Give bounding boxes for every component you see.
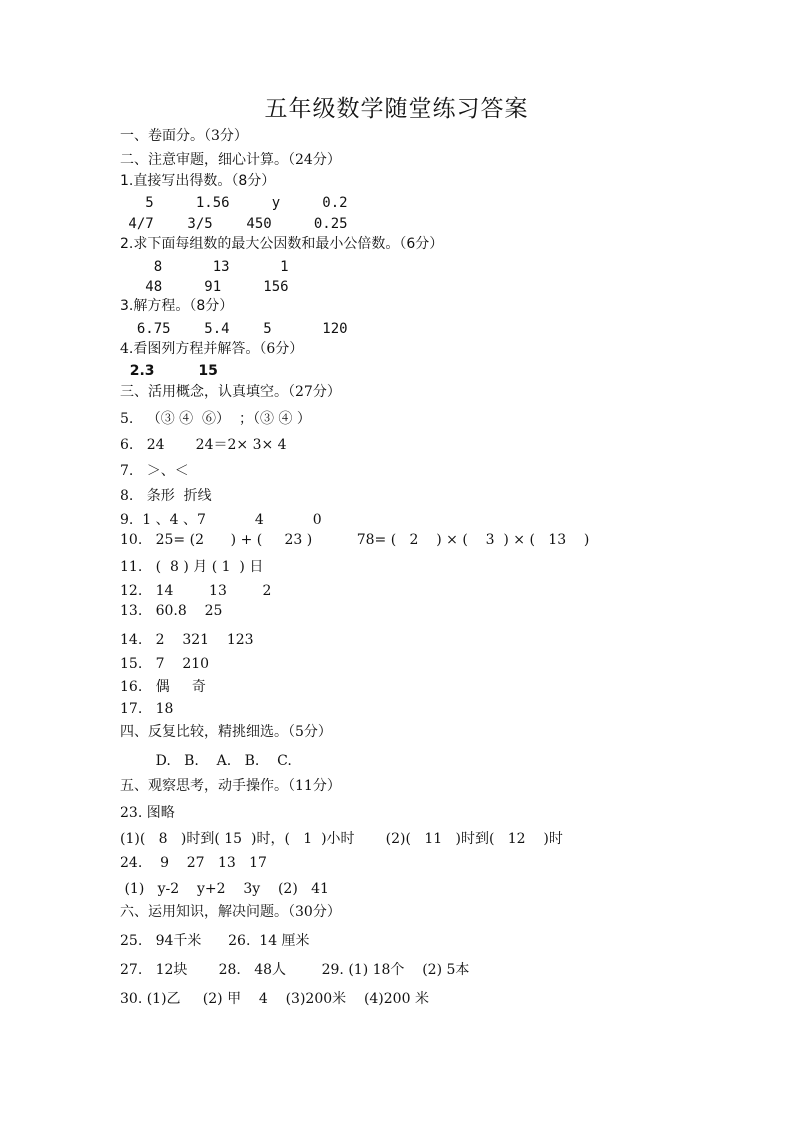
q2-heading: 2.求下面每组数的最大公因数和最小公倍数。（6分）	[120, 236, 444, 252]
section-4-answers: D. B. A. B. C.	[120, 753, 292, 769]
item-30: 30. (1)乙 (2) 甲 4 (3)200米 (4)200 米	[120, 991, 429, 1007]
item-17: 17. 18	[120, 701, 174, 717]
q1-answers-row-1: 5 1.56 y 0.2	[120, 195, 348, 211]
item-8: 8. 条形 折线	[120, 488, 212, 504]
q4-heading: 4.看图列方程并解答。（6分）	[120, 341, 304, 357]
item-9: 9. 1 、4 、7 4 0	[120, 512, 322, 528]
item-12: 12. 14 13 2	[120, 583, 272, 599]
section-4-heading: 四、反复比较，精挑细选。（5分）	[120, 724, 332, 740]
item-13: 13. 60.8 25	[120, 603, 223, 619]
item-7: 7. ＞、＜	[120, 463, 189, 479]
item-11: 11. ( 8 ) 月 ( 1 ) 日	[120, 559, 264, 575]
q2-answers-row-2: 48 91 156	[120, 279, 289, 295]
section-3-heading: 三、活用概念，认真填空。（27分）	[120, 384, 341, 400]
items-27-29: 27. 12块 28. 48人 29. (1) 18个 (2) 5本	[120, 962, 470, 978]
section-5-heading: 五、观察思考，动手操作。（11分）	[120, 778, 341, 794]
page-title: 五年级数学随堂练习答案	[264, 96, 529, 122]
q2-answers-row-1: 8 13 1	[120, 259, 289, 275]
q3-heading: 3.解方程。（8分）	[120, 298, 234, 314]
q1-answers-row-2: 4/7 3/5 450 0.25	[120, 216, 348, 232]
q1-heading: 1.直接写出得数。（8分）	[120, 173, 276, 189]
item-16: 16. 偶 奇	[120, 679, 206, 695]
q3-answers: 6.75 5.4 5 120	[120, 321, 348, 337]
section-2-heading: 二、注意审题，细心计算。（24分）	[120, 152, 341, 168]
q4-answers: 2.3 15	[120, 363, 218, 379]
item-23-answers: (1)( 8 )时到( 15 )时，( 1 )小时 (2)( 11 )时到( 12 )时	[120, 831, 563, 847]
section-6-heading: 六、运用知识，解决问题。（30分）	[120, 904, 341, 920]
item-23: 23. 图略	[120, 805, 175, 821]
item-24-answers: (1) y-2 y+2 3y (2) 41	[120, 881, 329, 897]
items-25-26: 25. 94千米 26. 14 厘米	[120, 933, 310, 949]
section-1-heading: 一、卷面分。（3分）	[120, 128, 248, 144]
item-10: 10. 25= (2 ) + ( 23 ) 78= ( 2 ) × ( 3 ) × ( 13 )	[120, 532, 590, 548]
item-6: 6. 24 24＝2× 3× 4	[120, 437, 287, 453]
item-5: 5. （③ ④ ⑥） ；（③ ④ ）	[120, 411, 311, 427]
item-14: 14. 2 321 123	[120, 632, 254, 648]
item-24: 24. 9 27 13 17	[120, 855, 267, 871]
item-15: 15. 7 210	[120, 656, 210, 672]
